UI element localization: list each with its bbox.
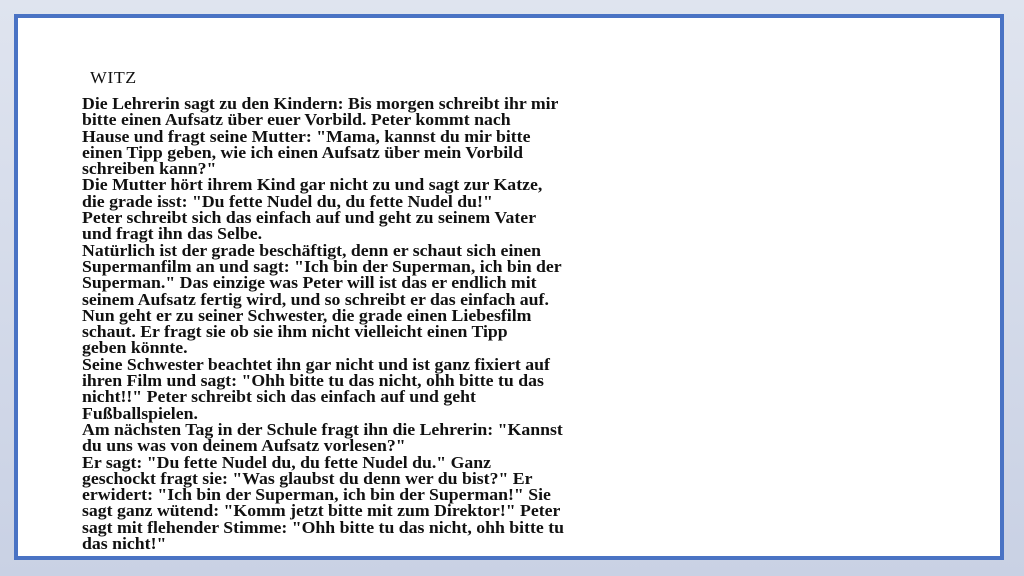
text-line: geschockt fragt sie: "Was glaubst du denn wer du bist?" Er — [82, 468, 533, 488]
text-line: Natürlich ist der grade beschäftigt, denn er schaut sich einen — [82, 240, 542, 260]
text-line: schreiben kann?" — [82, 159, 217, 179]
text-line: du uns was von deinem Aufsatz vorlesen?" — [82, 436, 406, 456]
text-line: geben könnte. — [82, 338, 188, 358]
text-line: Nun geht er zu seiner Schwester, die grade einen Liebesfilm — [82, 305, 532, 325]
text-line: Fußballspielen. — [82, 403, 198, 423]
document-body — [82, 96, 1004, 552]
text-line: nicht!!" Peter schreibt sich das einfach auf und geht — [82, 387, 476, 407]
text-line: Superman." Das einzige was Peter will ist das er endlich mit — [82, 273, 537, 293]
text-line: die grade isst: "Du fette Nudel du, du fette Nudel du!" — [82, 191, 493, 211]
text-line: Peter schreibt sich das einfach auf und geht zu seinem Vater — [82, 208, 537, 228]
text-line: schaut. Er fragt sie ob sie ihm nicht vielleicht einen Tipp — [82, 322, 508, 342]
text-line: Hause und fragt seine Mutter: "Mama, kannst du mir bitte — [82, 126, 531, 146]
text-line: Supermanfilm an und sagt: "Ich bin der Superman, ich bin der — [82, 256, 562, 276]
text-line: Er sagt: "Du fette Nudel du, du fette Nudel du." Ganz — [82, 452, 492, 472]
document-title: WITZ — [90, 68, 137, 87]
slide-frame — [14, 14, 1004, 560]
text-line: Die Mutter hört ihrem Kind gar nicht zu und sagt zur Katze, — [82, 175, 543, 195]
text-line: bitte einen Aufsatz über euer Vorbild. Peter kommt nach — [82, 110, 511, 130]
text-line: und fragt ihn das Selbe. — [82, 224, 263, 244]
text-line: das nicht!" — [82, 534, 167, 554]
text-line: Am nächsten Tag in der Schule fragt ihn die Lehrerin: "Kannst — [82, 419, 563, 439]
text-line: Die Lehrerin sagt zu den Kindern: Bis morgen schreibt ihr mir — [82, 94, 559, 113]
text-line: sagt mit flehender Stimme: "Ohh bitte tu das nicht, ohh bitte tu — [82, 517, 565, 537]
text-line: sagt ganz wütend: "Komm jetzt bitte mit zum Direktor!" Peter — [82, 501, 561, 521]
text-line: einen Tipp geben, wie ich einen Aufsatz über mein Vorbild — [82, 142, 524, 162]
text-line: seinem Aufsatz fertig wird, und so schreibt er das einfach auf. — [82, 289, 549, 309]
text-line: ihren Film und sagt: "Ohh bitte tu das nicht, ohh bitte tu das — [82, 371, 544, 391]
text-line: Seine Schwester beachtet ihn gar nicht und ist ganz fixiert auf — [82, 354, 550, 374]
text-line: erwidert: "Ich bin der Superman, ich bin der Superman!" Sie — [82, 485, 551, 505]
